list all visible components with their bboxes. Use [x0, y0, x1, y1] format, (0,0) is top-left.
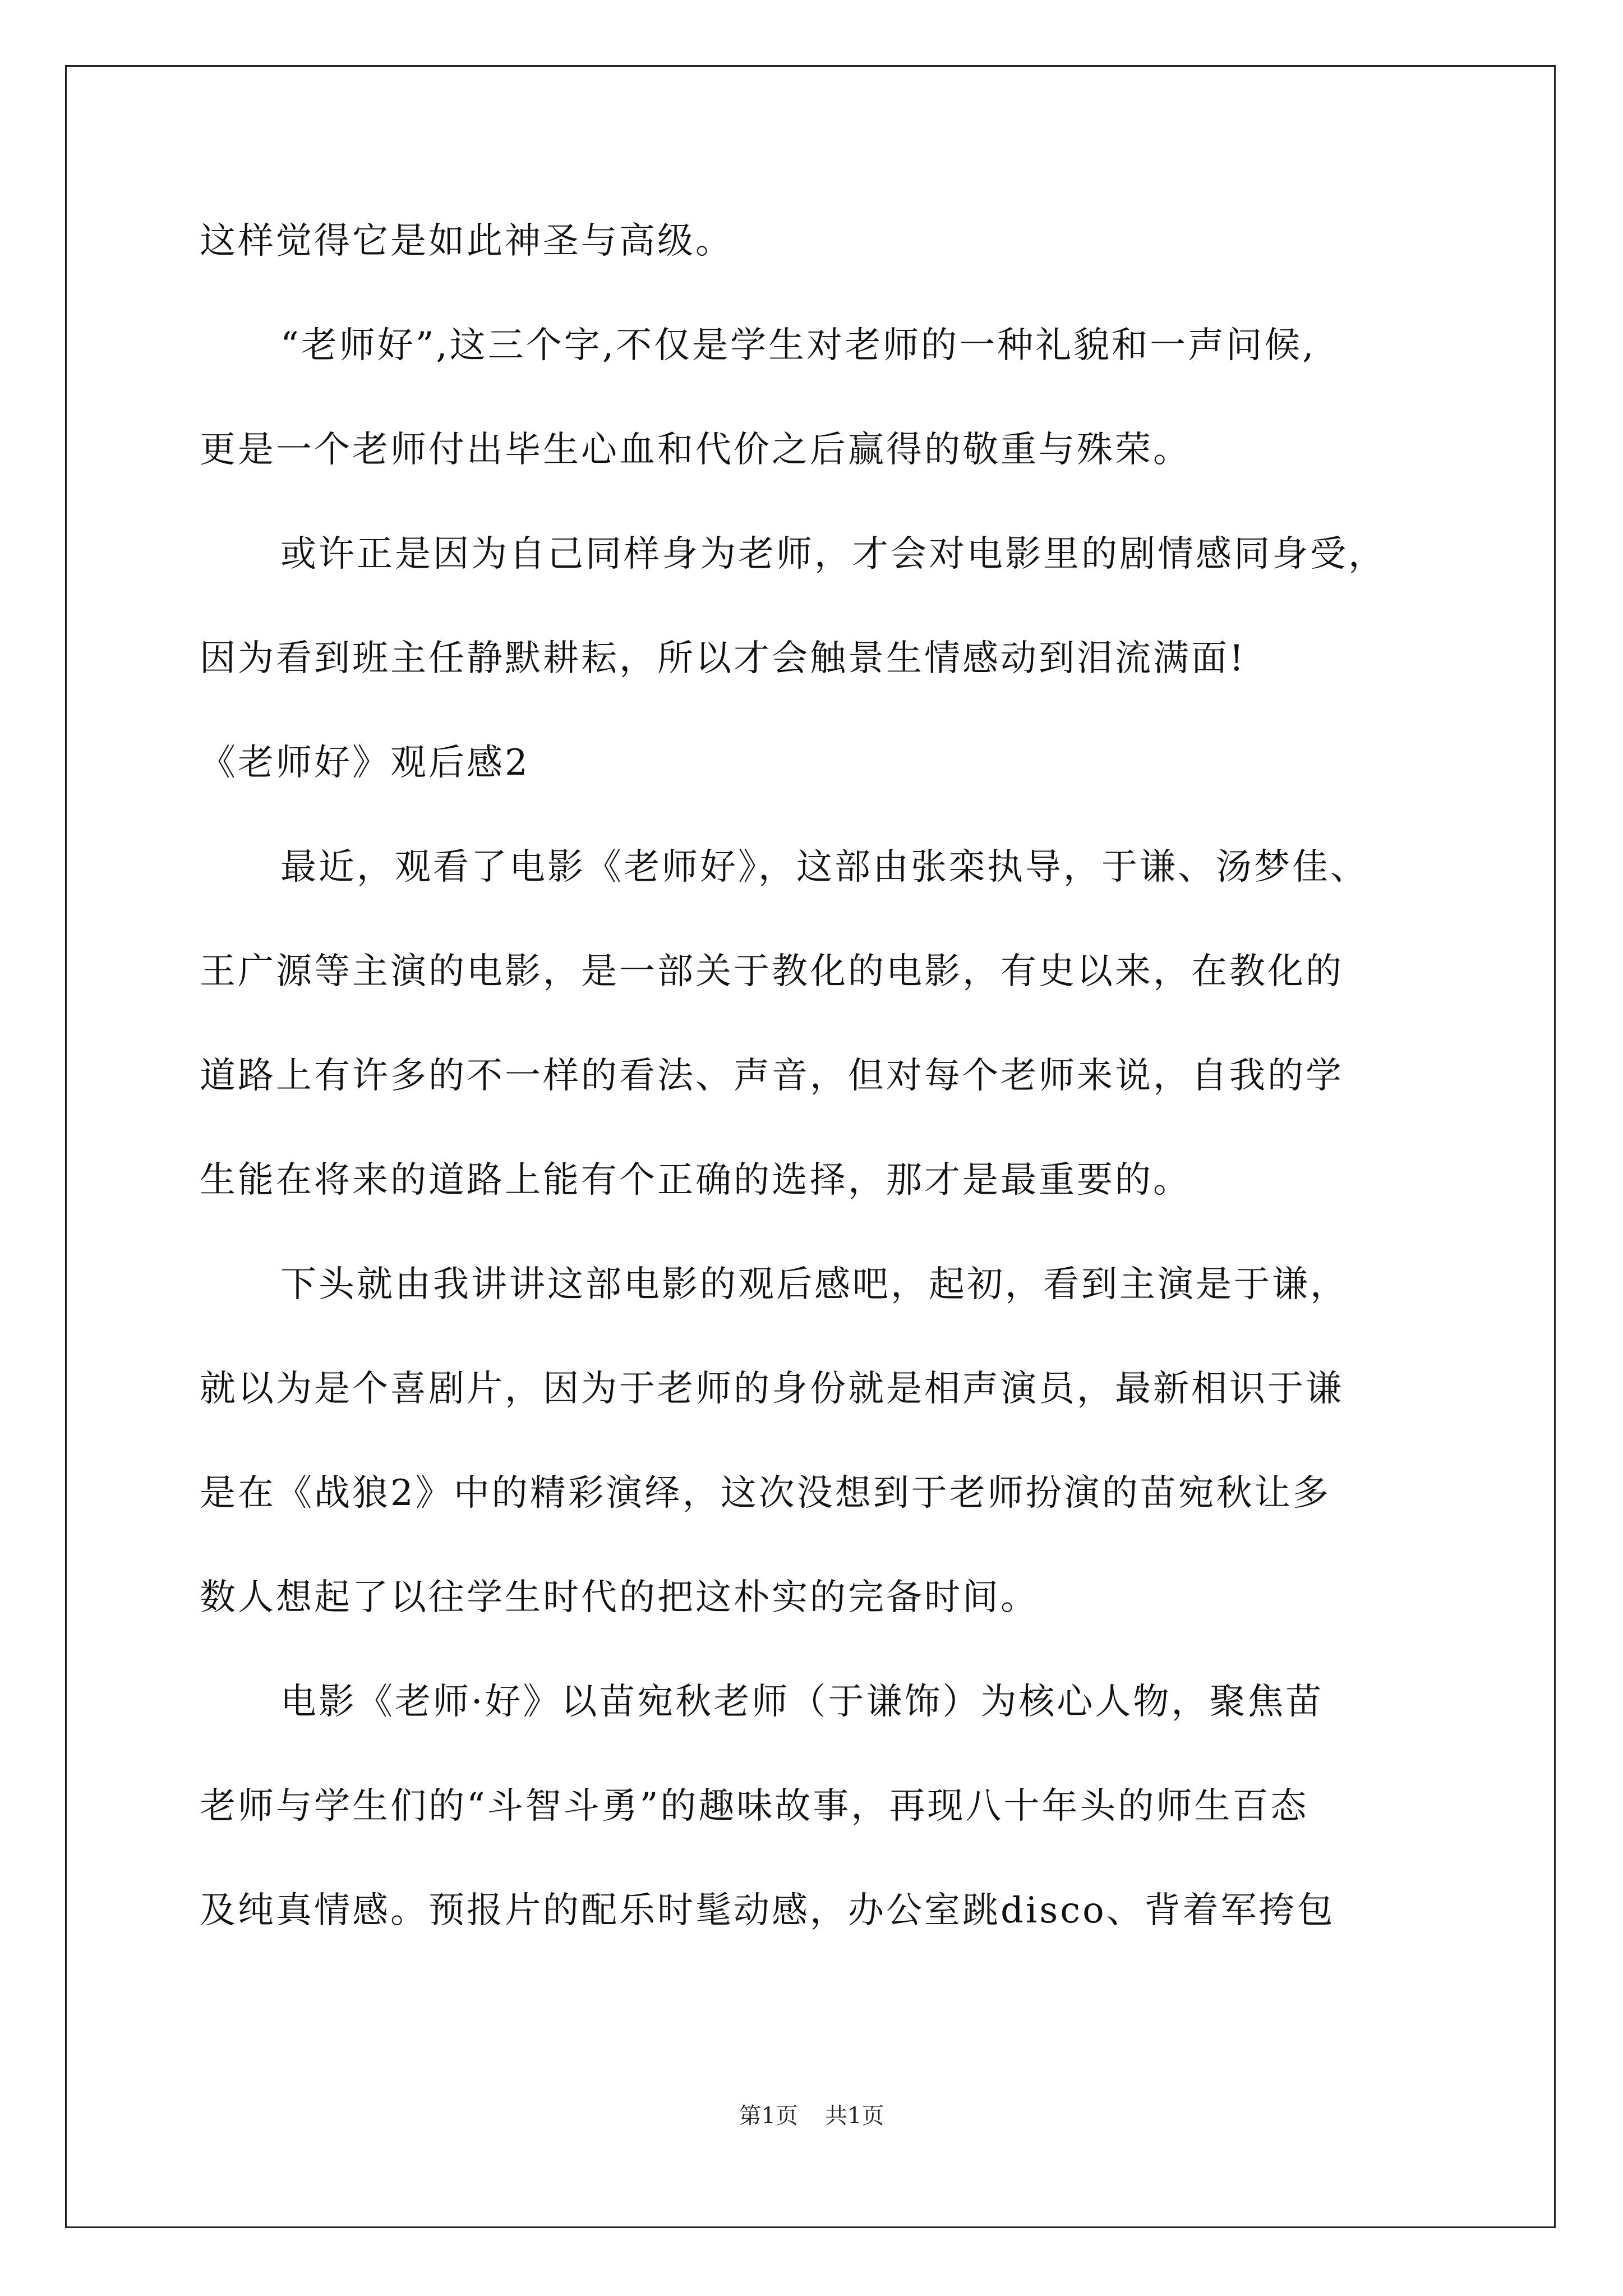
paragraph-first-line: 或许正是因为自己同样身为老师，才会对电影里的剧情感同身受， [280, 533, 1386, 575]
text-line: 及纯真情感。预报片的配乐时髦动感，办公室跳disco、背着军挎包 [200, 1890, 1335, 1931]
text-line: 是在《战狼2》中的精彩演绎，这次没想到于老师扮演的苗宛秋让多 [200, 1473, 1331, 1514]
text-line: 道路上有许多的不一样的看法、声音，但对每个老师来说，自我的学 [200, 1055, 1344, 1097]
text-line: 生能在将来的道路上能有个正确的选择，那才是最重要的。 [200, 1159, 1191, 1201]
page-footer [0, 2100, 1623, 2132]
page-total: 共1页 [825, 2103, 884, 2129]
paragraph-first-line: 最近，观看了电影《老师好》，这部由张栾执导，于谦、汤梦佳、 [280, 846, 1368, 888]
page-number: 第1页 [739, 2103, 798, 2129]
text-line: 更是一个老师付出毕生心血和代价之后赢得的敬重与殊荣。 [200, 429, 1191, 471]
section-heading: 《老师好》观后感2 [200, 742, 530, 784]
text-line: 数人想起了以往学生时代的把这朴实的完备时间。 [200, 1577, 1039, 1618]
paragraph-first-line: “老师好”,这三个字,不仅是学生对老师的一种礼貌和一声问候, [280, 325, 1316, 366]
text-line: 因为看到班主任静默耕耘，所以才会触景生情感动到泪流满面! [200, 638, 1246, 679]
paragraph-first-line: 电影《老师·好》以苗宛秋老师（于谦饰）为核心人物，聚焦苗 [280, 1681, 1324, 1723]
text-line: 老师与学生们的“斗智斗勇”的趣味故事，再现八十年头的师生百态 [200, 1786, 1309, 1827]
paragraph-first-line: 下头就由我讲讲这部电影的观后感吧，起初，看到主演是于谦， [280, 1264, 1348, 1305]
text-line: 这样觉得它是如此神圣与高级。 [200, 220, 734, 262]
text-line: 就以为是个喜剧片，因为于老师的身份就是相声演员，最新相识于谦 [200, 1368, 1344, 1410]
text-line: 王广源等主演的电影，是一部关于教化的电影，有史以来，在教化的 [200, 951, 1344, 992]
